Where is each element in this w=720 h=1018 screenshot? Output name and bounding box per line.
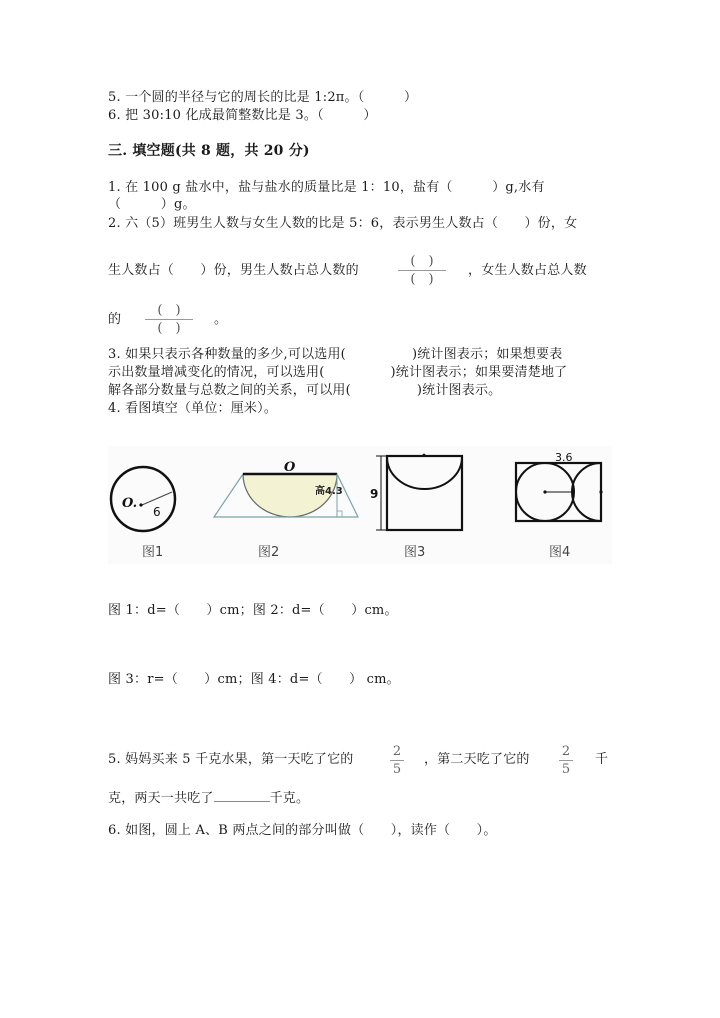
fraction-numerator: 2 (561, 744, 571, 759)
judgement-item-5: 5. 一个圆的半径与它的周长的比是 1:2π。（ ） (108, 90, 418, 105)
question-4-answer-2: 图 3：r=（ ）cm；图 4：d=（ ） cm。 (108, 672, 400, 687)
question-5-line-1a: 5. 妈妈买来 5 千克水果，第一天吃了它的 (108, 752, 354, 767)
geometry-figures (108, 446, 612, 564)
question-3-line-2: 示出数量增减变化的情况，可以选用( )统计图表示；如果要清楚地了 (108, 365, 568, 380)
question-3-line-1: 3. 如果只表示各种数量的多少,可以选用( )统计图表示；如果想要表 (108, 347, 563, 362)
fraction-denominator: ( ) (410, 272, 434, 287)
question-2-line-2b: ，女生人数占总人数 (468, 263, 587, 278)
judgement-item-6: 6. 把 30:10 化成最简整数比是 3。（ ） (108, 108, 377, 123)
svg-text:O: O (284, 460, 296, 475)
fraction-two-fifths-2 (559, 744, 573, 777)
svg-text:高4.3: 高4.3 (315, 486, 343, 497)
question-2-line-3b: 。 (214, 312, 228, 327)
figure-1-circle (111, 467, 175, 531)
question-3-line-3: 解各部分数量与总数之间的关系，可以用( )统计图表示。 (108, 383, 502, 398)
fraction-bar (559, 760, 573, 761)
fraction-numerator: 2 (392, 744, 402, 759)
figure-4-label: 图4 (549, 545, 571, 560)
question-5-line-1b: ，第二天吃了它的 (424, 752, 530, 767)
blank-fraction-girls (145, 303, 193, 336)
blank-fraction-boys (398, 254, 446, 287)
figures-panel (108, 446, 612, 564)
svg-text:6: 6 (153, 505, 161, 519)
fraction-numerator: ( ) (157, 303, 181, 318)
figure-3-label: 图3 (404, 545, 426, 560)
fraction-bar (145, 319, 193, 320)
question-5-line-1c: 千 (595, 752, 609, 767)
fraction-numerator: ( ) (410, 254, 434, 269)
svg-text:O.: O. (122, 496, 138, 511)
fraction-bar (398, 270, 446, 271)
figure-3-square (370, 454, 462, 530)
question-1-line-2: （ ）g。 (108, 197, 196, 212)
question-5-line-2a: 克，两天一共吃了 (108, 791, 214, 806)
question-1-line-1: 1. 在 100 g 盐水中，盐与盐水的质量比是 1：10，盐有（ ）g,水有 (108, 180, 545, 195)
question-4-line-1: 4. 看图填空（单位：厘米）。 (108, 401, 278, 416)
figure-2-trapezoid (214, 460, 358, 517)
question-2-line-3a: 的 (108, 312, 122, 327)
fraction-two-fifths (390, 744, 404, 777)
figure-2-label: 图2 (258, 545, 280, 560)
figure-1-label: 图1 (142, 545, 164, 560)
answer-blank (214, 789, 270, 802)
section-title: 三. 填空题(共 8 题，共 20 分) (108, 143, 310, 159)
question-5-line-2b: 千克。 (269, 791, 310, 806)
question-6-line-1: 6. 如图，圆上 A、B 两点之间的部分叫做（ ），读作（ ）。 (108, 823, 497, 838)
fraction-denominator: ( ) (157, 321, 181, 336)
figure-4-rectangle (516, 451, 603, 521)
fraction-denominator: 5 (392, 762, 402, 777)
svg-text:9: 9 (370, 487, 379, 501)
fraction-denominator: 5 (561, 762, 571, 777)
question-2-line-1: 2. 六（5）班男生人数与女生人数的比是 5：6，表示男生人数占（ ）份，女 (108, 216, 578, 231)
question-5-line-2 (108, 789, 309, 807)
question-4-answer-1: 图 1：d=（ ）cm；图 2：d=（ ）cm。 (108, 603, 398, 618)
svg-text:3.6: 3.6 (555, 451, 573, 464)
question-2-line-2a: 生人数占（ ）份，男生人数占总人数的 (108, 263, 359, 278)
fraction-bar (390, 760, 404, 761)
